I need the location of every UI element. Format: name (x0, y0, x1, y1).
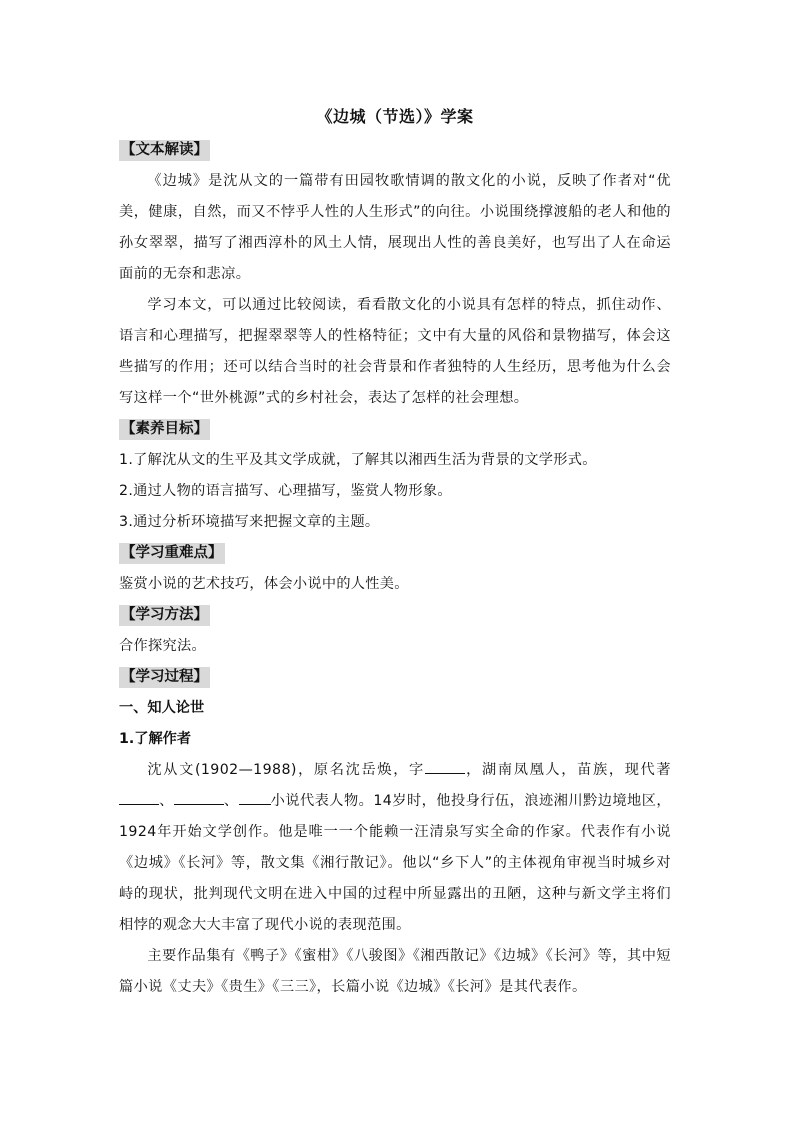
author-text-segment: 沈从文(1902—1988)，原名沈岳焕，字 (147, 762, 425, 778)
key-points-text: 鉴赏小说的艺术技巧，体会小说中的人性美。 (119, 576, 409, 592)
reading-paragraph-1: 《边城》是沈从文的一篇带有田园牧歌情调的散文化的小说，反映了作者对“优美，健康，自然，而又不悖乎人性的人生形式”的向往。小说围绕撑渡船的老人和他的孙女翠翠，描写了湘西淳朴的风土人情，展现出人性的善良美好，也写出了人在命运面前的无奈和悲凉。 (119, 173, 671, 282)
fill-blank-identity-2[interactable] (174, 790, 224, 805)
section-heading-reading: 【文本解读】 (119, 140, 210, 161)
author-paragraph-1: 沈从文(1902—1988)，原名沈岳焕，字 ，湖南凤凰人，苗族，现代著、 、 小说代表人物。14岁时，他投身行伍，浪迹湘川黔边境地区，1924年开始文学创作。他是唯一一个能赖一汪清泉写实全命的作家。代表作有小说《边城》《长河》等，散文集《湘行散记》。他以“乡下人”的主体视角审视当时城乡对峙的现状，批判现代文明在进入中国的过程中所显露出的丑陋，这种与新文学主将们相悖的观念大大丰富了现代小说的表现范围。 (119, 755, 671, 941)
reading-paragraph-2: 学习本文，可以通过比较阅读，看看散文化的小说具有怎样的特点，抓住动作、语言和心理描写，把握翠翠等人的性格特征；文中有大量的风俗和景物描写，体会这些描写的作用；还可以结合当时的社会背景和作者独特的人生经历，思考他为什么会写这样一个“世外桃源”式的乡村社会，表达了怎样的社会理想。 (119, 297, 671, 406)
section-heading-key-points: 【学习重难点】 (119, 543, 225, 564)
fill-blank-courtesy-name[interactable] (425, 759, 465, 774)
section-heading-method: 【学习方法】 (119, 605, 210, 626)
document-title: 《边城（节选）》学案 (316, 107, 474, 126)
goal-item-1: 1.了解沈从文的生平及其文学成就，了解其以湘西生活为背景的文学形式。 (119, 452, 597, 468)
author-text-segment: 小说代表人物。14岁时，他投身行伍，浪迹湘川黔边境地区，1924年开始文学创作。他是唯一一个能赖一汪清泉写实全命的作家。代表作有小说《边城》《长河》等，散文集《湘行散记》。他以“乡下人”的主体视角审视当时城乡对峙的现状，批判现代文明在进入中国的过程中所显露出的丑陋，这种与新文学主将们相悖的观念大大丰富了现代小说的表现范围。 (119, 793, 671, 933)
method-text: 合作探究法。 (119, 638, 206, 654)
author-text-segment: 、 (159, 793, 174, 809)
document-page (119, 104, 671, 1003)
author-paragraph-2: 主要作品集有《鸭子》《蜜柑》《八骏图》《湘西散记》《边城》《长河》等，其中短篇小说《丈夫》《贵生》《三三》，长篇小说《边城》《长河》是其代表作。 (119, 948, 671, 995)
author-text-segment: ，湖南凤凰人，苗族，现代著 (464, 762, 671, 778)
fill-blank-school[interactable] (239, 790, 271, 805)
section-heading-process: 【学习过程】 (119, 667, 210, 688)
goal-item-3: 3.通过分析环境描写来把握文章的主题。 (119, 514, 380, 530)
sub-heading-author: 1.了解作者 (119, 731, 192, 747)
goal-item-2: 2.通过人物的语言描写、心理描写，鉴赏人物形象。 (119, 483, 452, 499)
section-heading-goals: 【素养目标】 (119, 419, 210, 440)
fill-blank-identity-1[interactable] (119, 790, 159, 805)
part-one-heading: 一、知人论世 (119, 700, 205, 716)
